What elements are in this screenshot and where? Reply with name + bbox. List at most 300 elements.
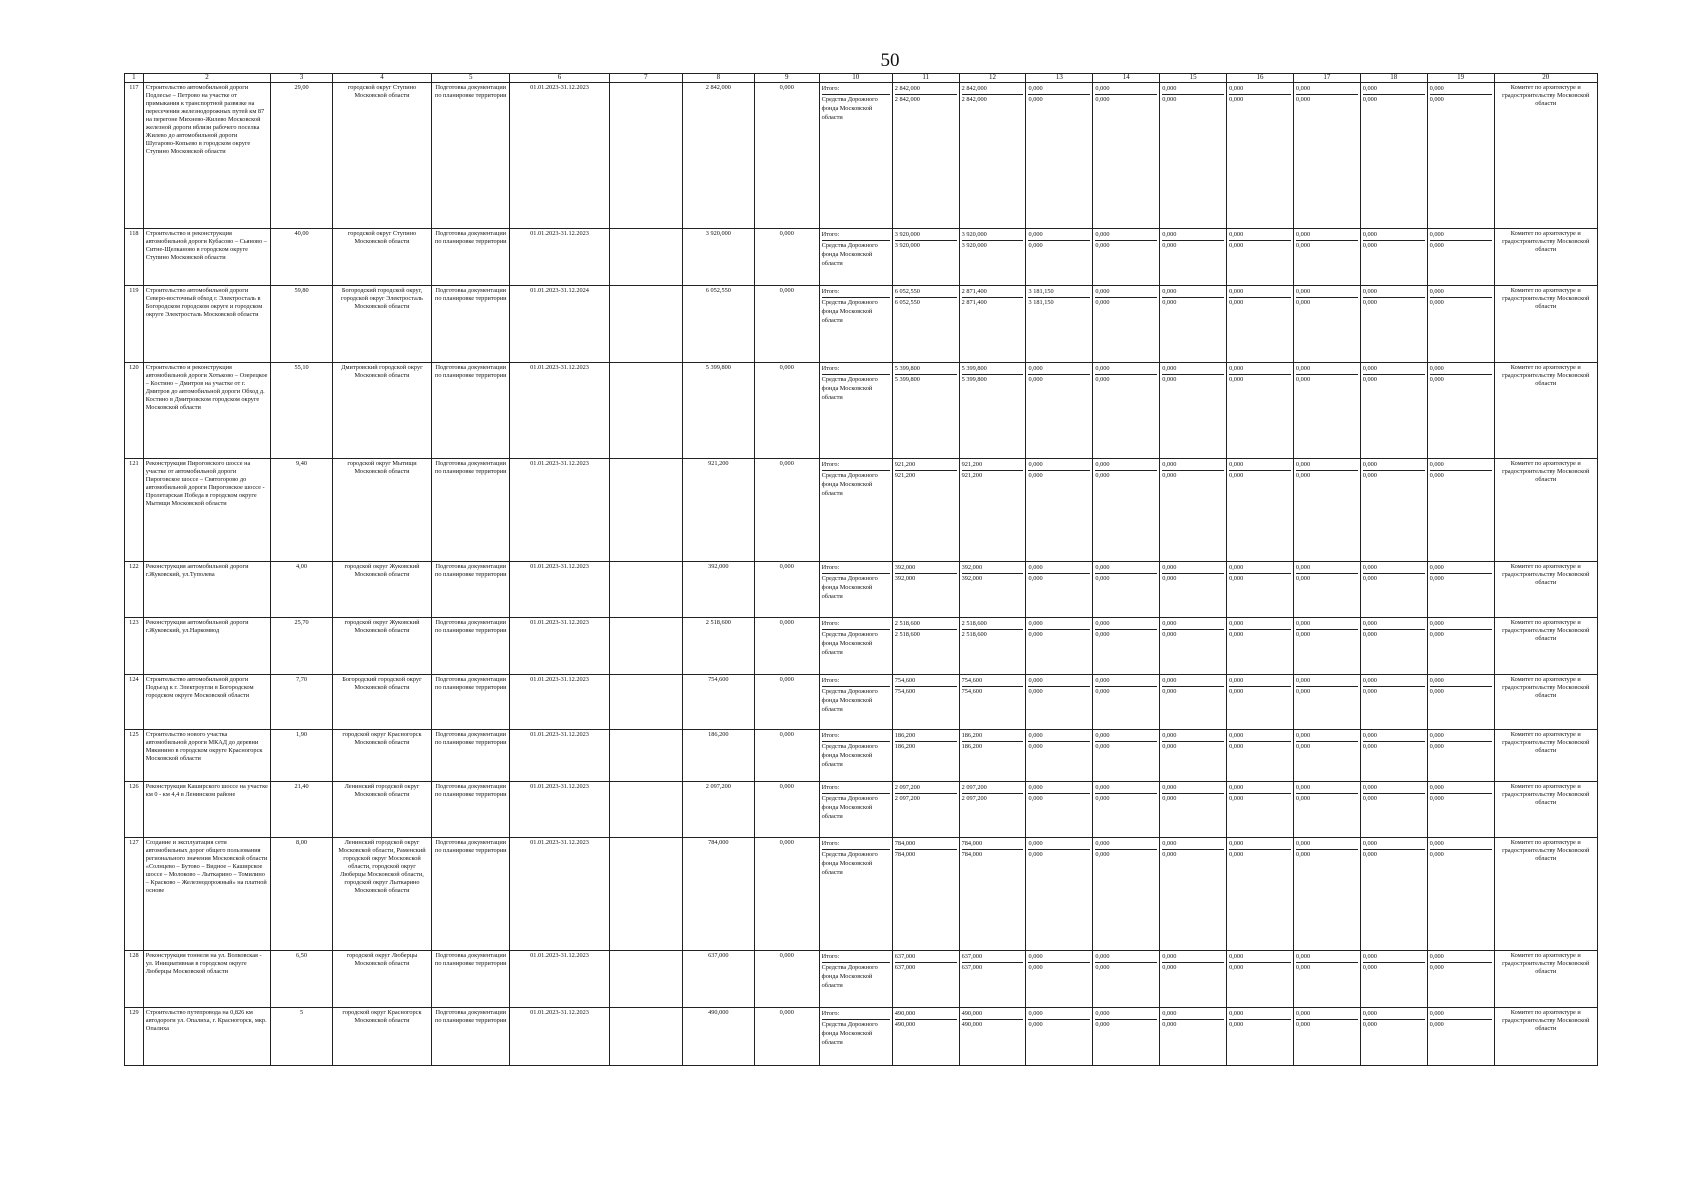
amount-value: 0,000 xyxy=(1295,794,1311,802)
funding-source xyxy=(819,781,892,837)
object-name: Строительство и реконструкция автомобильной дороги Хотьково – Озерецкое – Костино – Дмитров на участке от г. Дмитров до автомобильной дороги Обход д. Костино в Дмитровском городском округе Московской области xyxy=(143,362,270,459)
object-name: Строительство автомобильной дороги Подлесье – Петрово на участке от примыкания к транспортной развязке на пересечении железнодорожных путей км 87 на перегоне Михнево-Жилево Московской железной дороги вблизи рабочего поселка Жилево до автомобильной дороги Шугарово-Копьево в городском округе Ступино Московской области xyxy=(143,82,270,228)
work-stage: Подготовка документации по планировке территории xyxy=(432,730,510,782)
table-row xyxy=(125,837,1598,950)
amount-value: 0,000 xyxy=(1095,630,1110,638)
funding-v17 xyxy=(1293,362,1360,459)
column-7-value xyxy=(609,286,682,362)
amount-value: 0,000 xyxy=(1229,952,1291,963)
amount-value: 6 052,550 xyxy=(895,287,957,298)
amount-value: 0,000 xyxy=(1362,574,1377,582)
amount-value: 0,000 xyxy=(1229,287,1291,298)
responsible-body: Комитет по архитектуре и градостроительству Московской области xyxy=(1494,837,1598,950)
amount-value: 0,000 xyxy=(1229,964,1244,972)
column-number: 9 xyxy=(754,74,819,83)
amount-value: 0,000 xyxy=(1028,472,1043,480)
amount-value: 3 920,000 xyxy=(895,230,957,241)
column-7-value xyxy=(609,837,682,950)
investment-table xyxy=(124,73,1598,1066)
amount-value: 0,000 xyxy=(1430,839,1492,850)
object-length: 40,00 xyxy=(271,229,333,286)
financed-before: 0,000 xyxy=(754,951,819,1007)
amount-value: 637,000 xyxy=(894,964,916,972)
amount-value: 392,000 xyxy=(962,563,1024,574)
amount-value: 0,000 xyxy=(1295,242,1311,250)
table-row xyxy=(125,674,1598,729)
amount-value: 2 871,400 xyxy=(961,299,987,307)
amount-value: 2 097,200 xyxy=(962,783,1024,794)
amount-value: 0,000 xyxy=(1162,630,1177,638)
funding-v13 xyxy=(1026,229,1093,286)
amount-value: 0,000 xyxy=(1229,1020,1244,1028)
funding-v16 xyxy=(1227,561,1294,617)
amount-value: 0,000 xyxy=(1362,687,1377,695)
funding-source xyxy=(819,1007,892,1066)
work-stage: Подготовка документации по планировке территории xyxy=(432,951,510,1007)
work-period: 01.01.2023-31.12.2023 xyxy=(510,459,609,561)
work-period: 01.01.2023-31.12.2023 xyxy=(510,1007,609,1066)
amount-value: 0,000 xyxy=(1430,287,1492,298)
municipality: Богородский городской округ Московской области xyxy=(332,674,431,729)
amount-value: 0,000 xyxy=(1296,230,1358,241)
total-label: Итого: xyxy=(822,230,890,241)
object-name: Реконструкция Каширского шоссе на участке км 0 - км 4,4 в Ленинском районе xyxy=(143,781,270,837)
amount-value: 0,000 xyxy=(1095,574,1110,582)
amount-value: 0,000 xyxy=(1162,242,1177,250)
funding-source xyxy=(819,730,892,782)
table-row xyxy=(125,459,1598,561)
amount-value: 2 842,000 xyxy=(961,95,987,103)
amount-value: 0,000 xyxy=(1296,84,1358,95)
amount-value: 0,000 xyxy=(1296,783,1358,794)
amount-value: 0,000 xyxy=(1162,1009,1224,1020)
estimated-cost: 5 399,800 xyxy=(682,362,754,459)
funding-v11 xyxy=(892,286,959,362)
total-label: Итого: xyxy=(822,84,890,95)
amount-value: 490,000 xyxy=(962,1009,1024,1020)
amount-value: 0,000 xyxy=(1028,84,1090,95)
amount-value: 0,000 xyxy=(1162,84,1224,95)
amount-value: 0,000 xyxy=(1229,364,1291,375)
funding-v13 xyxy=(1026,674,1093,729)
amount-value: 0,000 xyxy=(1095,299,1110,307)
object-length: 21,40 xyxy=(271,781,333,837)
estimated-cost: 784,000 xyxy=(682,837,754,950)
amount-value: 637,000 xyxy=(962,952,1024,963)
amount-value: 186,200 xyxy=(894,743,916,751)
amount-value: 0,000 xyxy=(1095,676,1157,687)
amount-value: 0,000 xyxy=(1362,299,1377,307)
amount-value: 0,000 xyxy=(1430,230,1492,241)
amount-value: 3 181,150 xyxy=(1028,299,1054,307)
work-stage: Подготовка документации по планировке территории xyxy=(432,229,510,286)
amount-value: 754,600 xyxy=(895,676,957,687)
amount-value: 0,000 xyxy=(1028,964,1043,972)
work-period: 01.01.2023-31.12.2023 xyxy=(510,730,609,782)
fund-label: Средства Дорожного фонда Московской области xyxy=(821,850,878,876)
financed-before: 0,000 xyxy=(754,229,819,286)
funding-v14 xyxy=(1093,286,1160,362)
funding-v19 xyxy=(1427,286,1494,362)
funding-v16 xyxy=(1227,617,1294,674)
funding-v14 xyxy=(1093,837,1160,950)
funding-v11 xyxy=(892,617,959,674)
amount-value: 0,000 xyxy=(1363,839,1425,850)
funding-v13 xyxy=(1026,362,1093,459)
amount-value: 0,000 xyxy=(1095,839,1157,850)
amount-value: 0,000 xyxy=(1429,630,1444,638)
amount-value: 186,200 xyxy=(961,743,983,751)
amount-value: 921,200 xyxy=(961,472,983,480)
column-number: 11 xyxy=(892,74,959,83)
funding-v19 xyxy=(1427,561,1494,617)
amount-value: 0,000 xyxy=(1363,676,1425,687)
object-name: Строительство нового участка автомобильной дороги МКАД до деревни Мякинино в городском округе Красногорск Московской области xyxy=(143,730,270,782)
responsible-body: Комитет по архитектуре и градостроительству Московской области xyxy=(1494,561,1598,617)
funding-v17 xyxy=(1293,674,1360,729)
funding-v12 xyxy=(959,286,1026,362)
amount-value: 0,000 xyxy=(1162,964,1177,972)
funding-v15 xyxy=(1160,951,1227,1007)
work-period: 01.01.2023-31.12.2024 xyxy=(510,286,609,362)
financed-before: 0,000 xyxy=(754,561,819,617)
amount-value: 0,000 xyxy=(1028,1020,1043,1028)
financed-before: 0,000 xyxy=(754,617,819,674)
amount-value: 0,000 xyxy=(1028,574,1043,582)
amount-value: 0,000 xyxy=(1430,952,1492,963)
row-number: 121 xyxy=(125,459,144,561)
amount-value: 0,000 xyxy=(1162,375,1177,383)
amount-value: 490,000 xyxy=(894,1020,916,1028)
funding-v19 xyxy=(1427,1007,1494,1066)
amount-value: 0,000 xyxy=(1429,850,1444,858)
fund-label: Средства Дорожного фонда Московской области xyxy=(821,472,878,498)
financed-before: 0,000 xyxy=(754,286,819,362)
estimated-cost: 637,000 xyxy=(682,951,754,1007)
amount-value: 0,000 xyxy=(1429,472,1444,480)
amount-value: 392,000 xyxy=(961,574,983,582)
amount-value: 637,000 xyxy=(961,964,983,972)
row-number: 126 xyxy=(125,781,144,837)
amount-value: 0,000 xyxy=(1162,230,1224,241)
column-7-value xyxy=(609,561,682,617)
fund-label: Средства Дорожного фонда Московской области xyxy=(821,794,878,820)
table-row xyxy=(125,781,1598,837)
row-number: 120 xyxy=(125,362,144,459)
amount-value: 0,000 xyxy=(1162,743,1177,751)
responsible-body: Комитет по архитектуре и градостроительству Московской области xyxy=(1494,781,1598,837)
amount-value: 0,000 xyxy=(1095,794,1110,802)
funding-v16 xyxy=(1227,730,1294,782)
funding-v16 xyxy=(1227,837,1294,950)
work-period: 01.01.2023-31.12.2023 xyxy=(510,561,609,617)
funding-source xyxy=(819,837,892,950)
amount-value: 2 842,000 xyxy=(962,84,1024,95)
financed-before: 0,000 xyxy=(754,674,819,729)
funding-v18 xyxy=(1360,362,1427,459)
amount-value: 0,000 xyxy=(1229,460,1291,471)
responsible-body: Комитет по архитектуре и градостроительству Московской области xyxy=(1494,674,1598,729)
funding-v11 xyxy=(892,362,959,459)
funding-v15 xyxy=(1160,229,1227,286)
municipality: Дмитровский городской округ Московской области xyxy=(332,362,431,459)
funding-source xyxy=(819,951,892,1007)
column-number: 6 xyxy=(510,74,609,83)
responsible-body: Комитет по архитектуре и градостроительству Московской области xyxy=(1494,362,1598,459)
funding-v13 xyxy=(1026,1007,1093,1066)
amount-value: 0,000 xyxy=(1028,687,1043,695)
funding-v16 xyxy=(1227,951,1294,1007)
funding-v11 xyxy=(892,674,959,729)
work-stage: Подготовка документации по планировке территории xyxy=(432,1007,510,1066)
funding-source xyxy=(819,286,892,362)
amount-value: 2 518,600 xyxy=(961,630,987,638)
total-label: Итого: xyxy=(822,952,890,963)
amount-value: 921,200 xyxy=(895,460,957,471)
funding-v19 xyxy=(1427,82,1494,228)
funding-v14 xyxy=(1093,229,1160,286)
funding-v19 xyxy=(1427,674,1494,729)
amount-value: 0,000 xyxy=(1162,783,1224,794)
responsible-body: Комитет по архитектуре и градостроительству Московской области xyxy=(1494,951,1598,1007)
funding-v11 xyxy=(892,82,959,228)
funding-v16 xyxy=(1227,781,1294,837)
amount-value: 0,000 xyxy=(1362,242,1377,250)
funding-v18 xyxy=(1360,286,1427,362)
responsible-body: Комитет по архитектуре и градостроительству Московской области xyxy=(1494,617,1598,674)
amount-value: 5 399,800 xyxy=(895,364,957,375)
work-stage: Подготовка документации по планировке территории xyxy=(432,459,510,561)
work-stage: Подготовка документации по планировке территории xyxy=(432,362,510,459)
amount-value: 754,600 xyxy=(961,687,983,695)
table-row xyxy=(125,82,1598,228)
amount-value: 0,000 xyxy=(1363,84,1425,95)
responsible-body: Комитет по архитектуре и градостроительству Московской области xyxy=(1494,730,1598,782)
municipality: городской округ Красногорск Московской области xyxy=(332,1007,431,1066)
funding-v13 xyxy=(1026,951,1093,1007)
funding-v12 xyxy=(959,617,1026,674)
funding-v17 xyxy=(1293,781,1360,837)
amount-value: 0,000 xyxy=(1229,731,1291,742)
work-stage: Подготовка документации по планировке территории xyxy=(432,674,510,729)
funding-v11 xyxy=(892,229,959,286)
amount-value: 0,000 xyxy=(1429,299,1444,307)
amount-value: 0,000 xyxy=(1162,952,1224,963)
amount-value: 0,000 xyxy=(1363,1009,1425,1020)
funding-v12 xyxy=(959,459,1026,561)
funding-v12 xyxy=(959,781,1026,837)
work-stage: Подготовка документации по планировке территории xyxy=(432,561,510,617)
estimated-cost: 2 842,000 xyxy=(682,82,754,228)
amount-value: 0,000 xyxy=(1295,1020,1311,1028)
work-period: 01.01.2023-31.12.2023 xyxy=(510,837,609,950)
responsible-body: Комитет по архитектуре и градостроительству Московской области xyxy=(1494,82,1598,228)
funding-v13 xyxy=(1026,730,1093,782)
amount-value: 0,000 xyxy=(1229,687,1244,695)
amount-value: 0,000 xyxy=(1028,952,1090,963)
funding-v16 xyxy=(1227,1007,1294,1066)
amount-value: 0,000 xyxy=(1296,619,1358,630)
column-7-value xyxy=(609,730,682,782)
funding-v17 xyxy=(1293,459,1360,561)
amount-value: 0,000 xyxy=(1430,619,1492,630)
total-label: Итого: xyxy=(822,287,890,298)
funding-v19 xyxy=(1427,362,1494,459)
municipality: городской округ Жуковский Московской области xyxy=(332,561,431,617)
row-number: 117 xyxy=(125,82,144,228)
funding-v15 xyxy=(1160,1007,1227,1066)
column-7-value xyxy=(609,1007,682,1066)
total-label: Итого: xyxy=(822,783,890,794)
funding-v16 xyxy=(1227,459,1294,561)
amount-value: 0,000 xyxy=(1295,850,1311,858)
fund-label: Средства Дорожного фонда Московской области xyxy=(821,630,878,656)
funding-v14 xyxy=(1093,1007,1160,1066)
amount-value: 3 181,150 xyxy=(1028,287,1090,298)
funding-v18 xyxy=(1360,674,1427,729)
funding-v18 xyxy=(1360,781,1427,837)
total-label: Итого: xyxy=(822,676,890,687)
municipality: Ленинский городской округ Московской области xyxy=(332,781,431,837)
column-number: 15 xyxy=(1160,74,1227,83)
amount-value: 0,000 xyxy=(1095,242,1110,250)
amount-value: 0,000 xyxy=(1429,1020,1444,1028)
amount-value: 0,000 xyxy=(1430,1009,1492,1020)
funding-v11 xyxy=(892,837,959,950)
amount-value: 0,000 xyxy=(1362,743,1377,751)
amount-value: 0,000 xyxy=(1095,472,1110,480)
object-name: Реконструкция тоннеля на ул. Волковская - ул. Инициативная в городском округе Люберцы Московской области xyxy=(143,951,270,1007)
funding-v19 xyxy=(1427,781,1494,837)
column-7-value xyxy=(609,362,682,459)
amount-value: 2 518,600 xyxy=(895,619,957,630)
object-length: 1,90 xyxy=(271,730,333,782)
funding-v19 xyxy=(1427,229,1494,286)
funding-v19 xyxy=(1427,837,1494,950)
column-number: 16 xyxy=(1227,74,1294,83)
estimated-cost: 6 052,550 xyxy=(682,286,754,362)
amount-value: 0,000 xyxy=(1095,84,1157,95)
amount-value: 0,000 xyxy=(1095,230,1157,241)
funding-v12 xyxy=(959,561,1026,617)
funding-v15 xyxy=(1160,459,1227,561)
column-number: 1 xyxy=(125,74,144,83)
object-name: Реконструкция автомобильной дороги г.Жуковский, ул.Наркомвод xyxy=(143,617,270,674)
object-name: Реконструкция Пироговского шоссе на участке от автомобильной дороги Пироговское шоссе – Святогорово до автомобильной дороги Пироговское шоссе - Пролетарская Победа в городском округе Мытищи Московской области xyxy=(143,459,270,561)
funding-v14 xyxy=(1093,781,1160,837)
table-row xyxy=(125,617,1598,674)
funding-v13 xyxy=(1026,617,1093,674)
amount-value: 0,000 xyxy=(1095,743,1110,751)
funding-v12 xyxy=(959,229,1026,286)
amount-value: 0,000 xyxy=(1429,687,1444,695)
amount-value: 0,000 xyxy=(1162,460,1224,471)
column-numbers-row xyxy=(125,74,1598,83)
amount-value: 3 920,000 xyxy=(962,230,1024,241)
amount-value: 784,000 xyxy=(894,850,916,858)
amount-value: 0,000 xyxy=(1095,1020,1110,1028)
column-number: 12 xyxy=(959,74,1026,83)
amount-value: 0,000 xyxy=(1162,364,1224,375)
fund-label: Средства Дорожного фонда Московской области xyxy=(821,574,878,600)
amount-value: 2 871,400 xyxy=(962,287,1024,298)
funding-source xyxy=(819,561,892,617)
amount-value: 0,000 xyxy=(1162,287,1224,298)
fund-label: Средства Дорожного фонда Московской области xyxy=(821,375,878,401)
object-name: Реконструкция автомобильной дороги г.Жуковский, ул.Туполева xyxy=(143,561,270,617)
amount-value: 0,000 xyxy=(1095,563,1157,574)
column-number: 17 xyxy=(1293,74,1360,83)
municipality: городской округ Ступино Московской области xyxy=(332,82,431,228)
financed-before: 0,000 xyxy=(754,1007,819,1066)
table-row xyxy=(125,229,1598,286)
funding-v18 xyxy=(1360,82,1427,228)
financed-before: 0,000 xyxy=(754,362,819,459)
funding-v13 xyxy=(1026,82,1093,228)
funding-v19 xyxy=(1427,730,1494,782)
amount-value: 2 097,200 xyxy=(961,794,987,802)
column-number: 14 xyxy=(1093,74,1160,83)
funding-v15 xyxy=(1160,674,1227,729)
funding-v13 xyxy=(1026,561,1093,617)
object-length: 4,00 xyxy=(271,561,333,617)
amount-value: 0,000 xyxy=(1229,1009,1291,1020)
amount-value: 0,000 xyxy=(1162,95,1177,103)
amount-value: 637,000 xyxy=(895,952,957,963)
amount-value: 0,000 xyxy=(1229,242,1244,250)
funding-v17 xyxy=(1293,951,1360,1007)
amount-value: 0,000 xyxy=(1362,630,1377,638)
amount-value: 0,000 xyxy=(1362,964,1377,972)
funding-v11 xyxy=(892,459,959,561)
amount-value: 0,000 xyxy=(1296,839,1358,850)
funding-v15 xyxy=(1160,82,1227,228)
estimated-cost: 392,000 xyxy=(682,561,754,617)
amount-value: 0,000 xyxy=(1095,952,1157,963)
funding-v18 xyxy=(1360,837,1427,950)
amount-value: 0,000 xyxy=(1162,839,1224,850)
amount-value: 3 920,000 xyxy=(961,242,987,250)
amount-value: 0,000 xyxy=(1162,687,1177,695)
funding-v18 xyxy=(1360,617,1427,674)
amount-value: 0,000 xyxy=(1296,952,1358,963)
fund-label: Средства Дорожного фонда Московской области xyxy=(821,95,878,121)
amount-value: 0,000 xyxy=(1028,95,1043,103)
amount-value: 2 518,600 xyxy=(894,630,920,638)
amount-value: 0,000 xyxy=(1295,299,1311,307)
amount-value: 0,000 xyxy=(1095,783,1157,794)
table-row xyxy=(125,730,1598,782)
funding-v19 xyxy=(1427,951,1494,1007)
funding-v12 xyxy=(959,82,1026,228)
table-row xyxy=(125,362,1598,459)
row-number: 123 xyxy=(125,617,144,674)
funding-v15 xyxy=(1160,837,1227,950)
amount-value: 0,000 xyxy=(1362,95,1377,103)
amount-value: 0,000 xyxy=(1095,364,1157,375)
amount-value: 0,000 xyxy=(1363,783,1425,794)
object-name: Строительство путепровода на 0,826 км автодороги ул. Опалиха, г. Красногорск, мкр. Опалиха xyxy=(143,1007,270,1066)
column-7-value xyxy=(609,82,682,228)
amount-value: 392,000 xyxy=(895,563,957,574)
amount-value: 0,000 xyxy=(1162,676,1224,687)
column-number: 5 xyxy=(432,74,510,83)
fund-label: Средства Дорожного фонда Московской области xyxy=(821,687,878,713)
amount-value: 0,000 xyxy=(1363,952,1425,963)
funding-source xyxy=(819,674,892,729)
work-stage: Подготовка документации по планировке территории xyxy=(432,781,510,837)
amount-value: 0,000 xyxy=(1296,563,1358,574)
